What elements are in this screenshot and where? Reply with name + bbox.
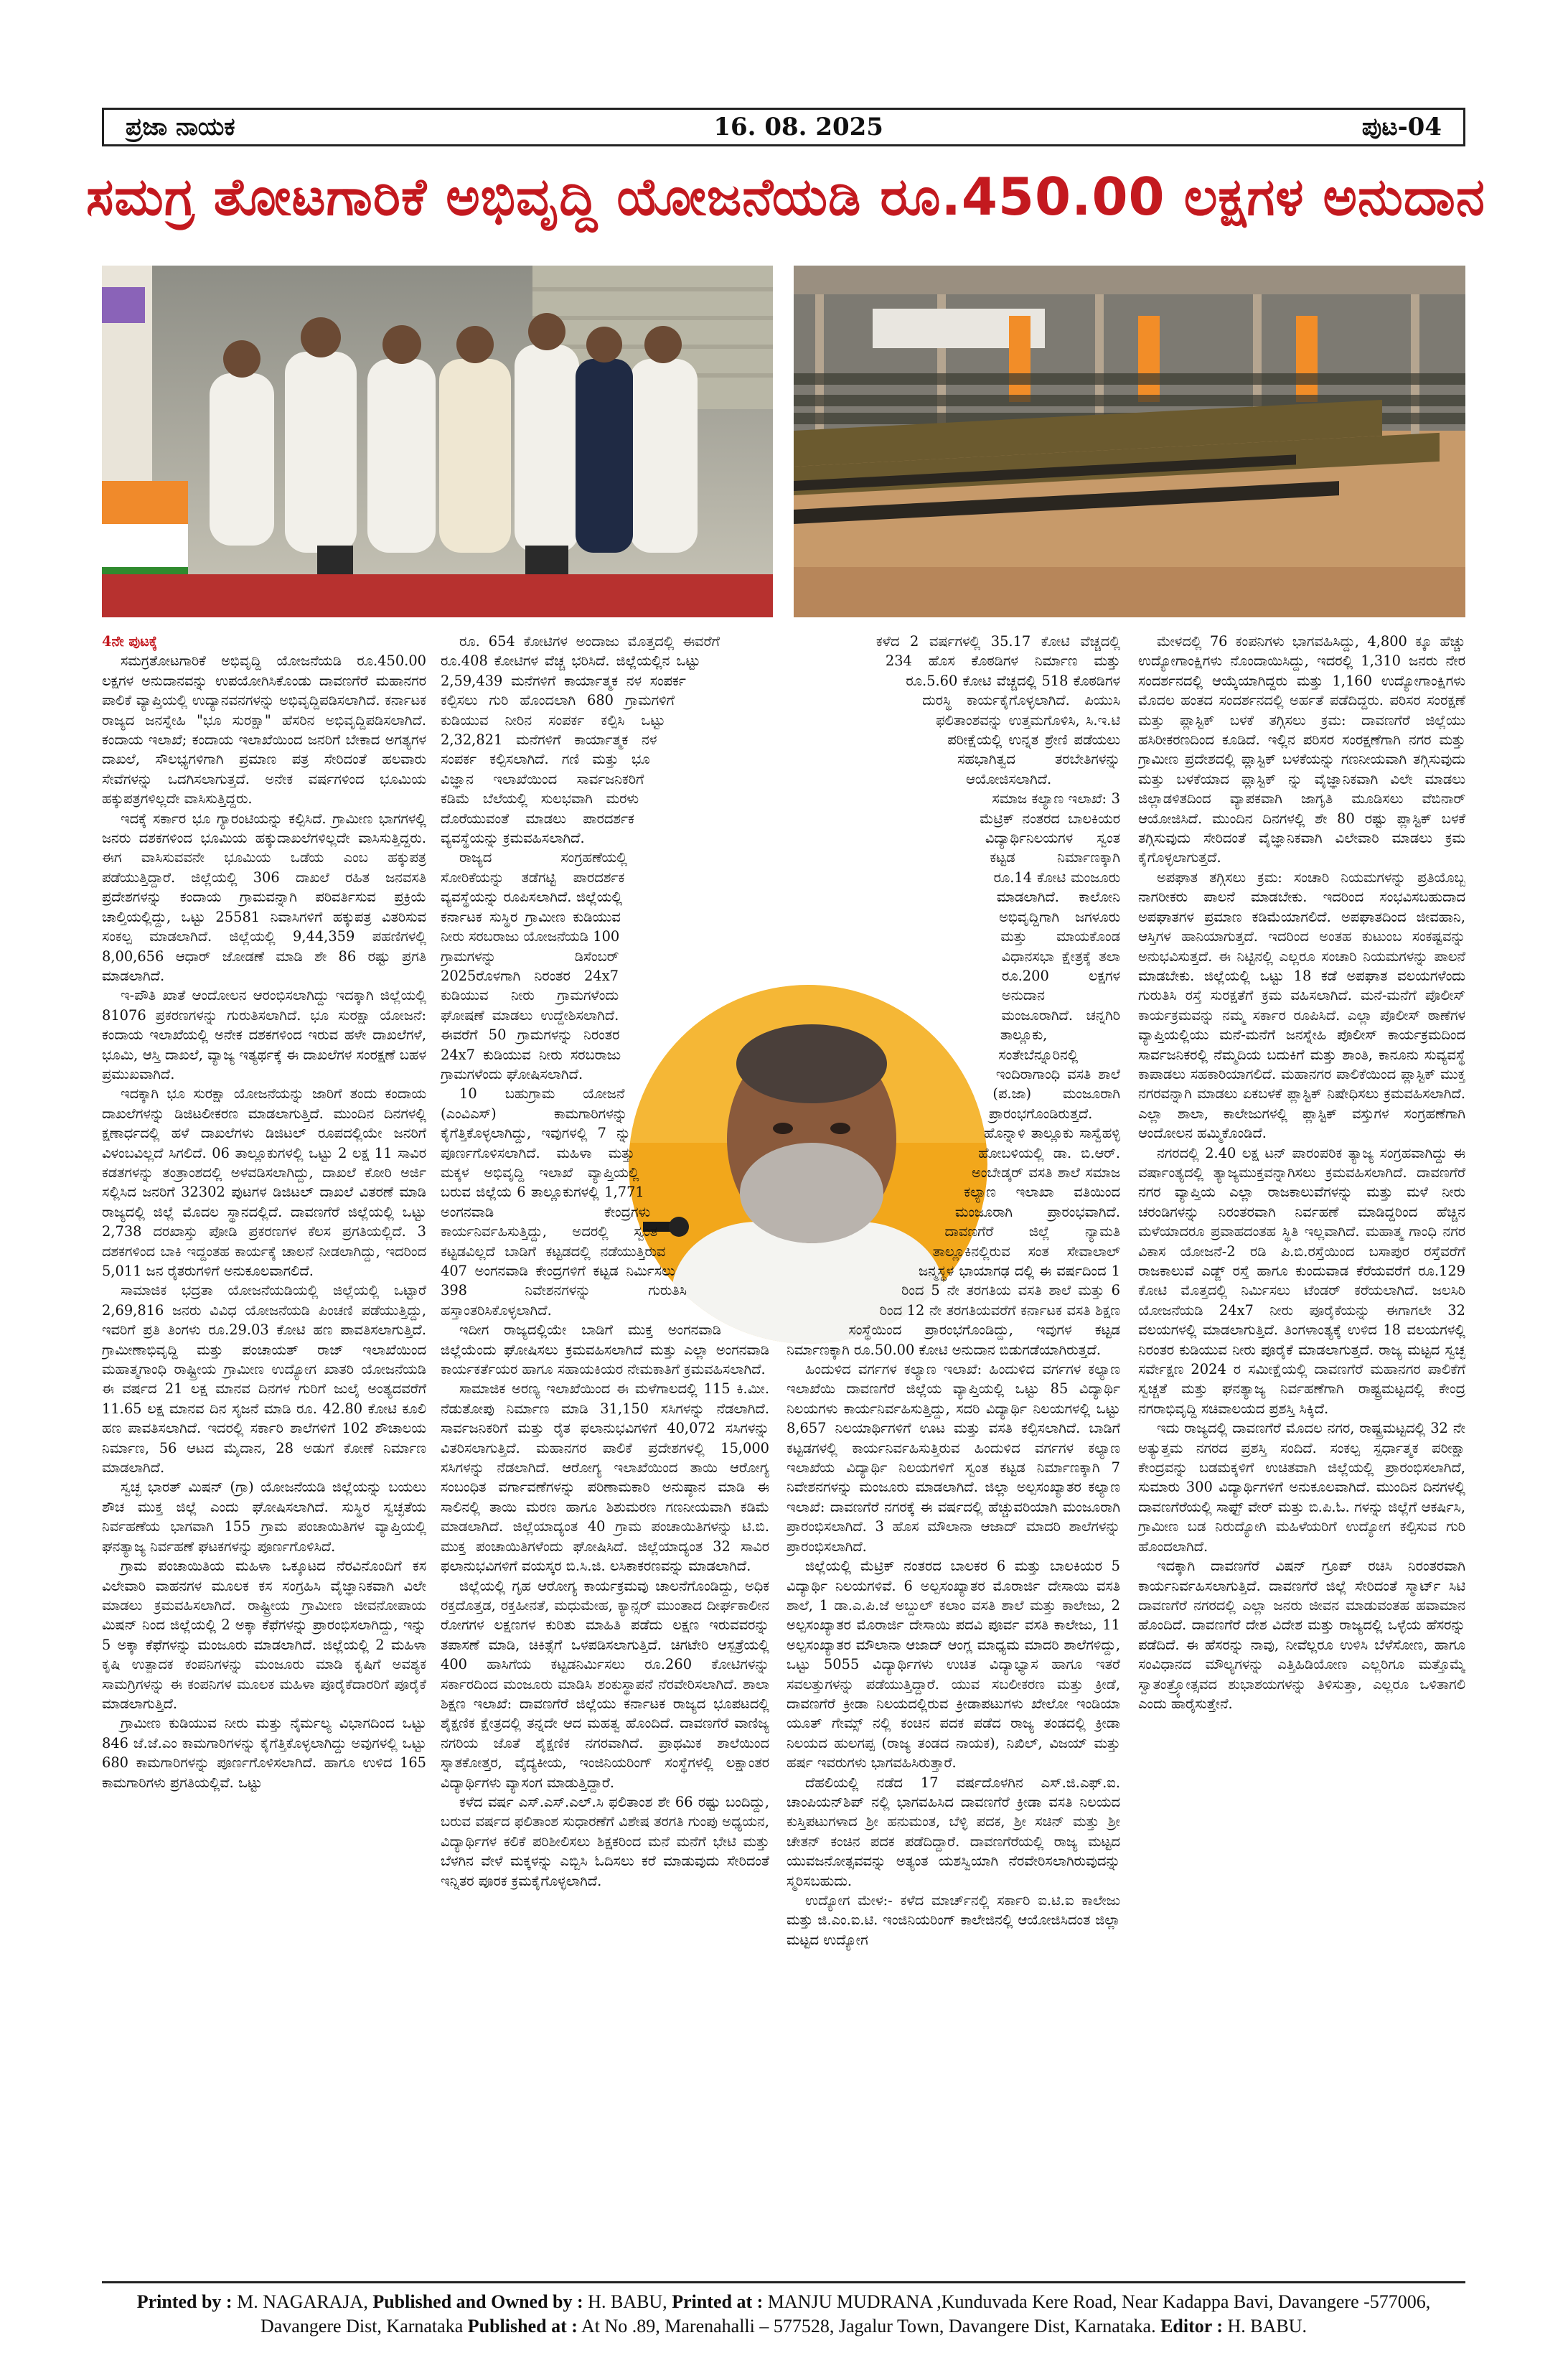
- page-number: ಪುಟ-04: [1361, 113, 1442, 141]
- paragraph: ಕಳೆದ 2 ವರ್ಷಗಳಲ್ಲಿ 35.17 ಕೋಟಿ ವೆಚ್ಚದಲ್ಲಿ 234 ಹೊಸ ಕೊಠಡಿಗಳ ನಿರ್ಮಾಣ ಮತ್ತು ರೂ.5.60 ಕೋಟಿ ವೆಚ್ಚದಲ್ಲಿ 518 ಕೊಠಡಿಗಳ ದುರಸ್ಥಿ ಕಾರ್ಯಕೈಗೊಳ್ಳಲಾಗಿದೆ. ಪಿಯುಸಿ ಫಲಿತಾಂಶವನ್ನು ಉತ್ತಮಗೊಳಿಸಿ, ಸಿ.ಇ.ಟಿ ಪರೀಕ್ಷೆಯಲ್ಲಿ ಉನ್ನತ ಶ್ರೇಣಿ ಪಡೆಯಲು ಸಹಭಾಗಿತ್ವದ ತರಬೇತಿಗಳನ್ನು ಆಯೋಜಿಸಲಾಗಿದೆ.: [875, 633, 1120, 787]
- masthead: [102, 108, 1465, 146]
- printed-at: MANJU MUDRANA ,Kunduvada Kere Road, Near Kadappa Bavi, Davangere -577006, Davangere Dist, Karnataka: [260, 2291, 1431, 2336]
- published-at-label: Published at :: [467, 2316, 578, 2336]
- paragraph: ಜಿಲ್ಲೆಯಲ್ಲಿ ಗೃಹ ಆರೋಗ್ಯ ಕಾರ್ಯಕ್ರಮವು ಚಾಲನೆಗೊಂಡಿದ್ದು, ಅಧಿಕ ರಕ್ತದೊತ್ತಡ, ರಕ್ತಹೀನತೆ, ಮಧುಮೇಹ, ಕ್ಯಾನ್ಸರ್ ಮುಂತಾದ ದೀರ್ಘಕಾಲೀನ ರೋಗಗಳ ಲಕ್ಷಣಗಳ ಕುರಿತು ಮಾಹಿತಿ ಪಡೆದು ಲಕ್ಷಣ ಇರುವವರನ್ನು ತಪಾಸಣೆ ಮಾಡಿ, ಚಿಕಿತ್ಸೆಗೆ ಒಳಪಡಿಸಲಾಗುತ್ತಿದೆ. ಚಿಗಟೇರಿ ಆಸ್ಪತ್ರೆಯಲ್ಲಿ 400 ಹಾಸಿಗೆಯ ಕಟ್ಟಡನಿರ್ಮಿಸಲು ರೂ.260 ಕೋಟಿಗಳನ್ನು ಸರ್ಕಾರದಿಂದ ಮಂಜೂರು ಮಾಡಿಸಿ ಶಂಕುಸ್ಥಾಪನೆ ನೆರವೇರಿಸಲಾಗಿದೆ. ಶಾಲಾ ಶಿಕ್ಷಣ ಇಲಾಖೆ: ದಾವಣಗೆರೆ ಜಿಲ್ಲೆಯು ಕರ್ನಾಟಕ ರಾಜ್ಯದ ಭೂಪಟದಲ್ಲಿ ಶೈಕ್ಷಣಿಕ ಕ್ಷೇತ್ರದಲ್ಲಿ ತನ್ನದೇ ಆದ ಮಹತ್ವ ಹೊಂದಿದೆ. ದಾವಣಗೆರೆ ವಾಣಿಜ್ಯ ನಗರಿಯ ಜೊತೆ ಶೈಕ್ಷಣಿಕ ನಗರವಾಗಿದೆ. ಪ್ರಾಥಮಿಕ ಶಾಲೆಯಿಂದ ಸ್ನಾತಕೋತ್ತರ, ವೈದ್ಯಕೀಯ, ಇಂಜಿನಿಯರಿಂಗ್ ಸಂಸ್ಥೆಗಳಲ್ಲಿ ಲಕ್ಷಾಂತರ ವಿದ್ಯಾರ್ಥಿಗಳು ವ್ಯಾಸಂಗ ಮಾಡುತ್ತಿದ್ದಾರೆ.: [441, 1577, 769, 1791]
- editor-label: Editor :: [1160, 2316, 1223, 2336]
- paragraph: ಸಾಮಾಜಿಕ ಅರಣ್ಯ ಇಲಾಖೆಯಿಂದ ಈ ಮಳೆಗಾಲದಲ್ಲಿ 115 ಕಿ.ಮೀ. ನೆಡುತೋಪು ನಿರ್ಮಾಣ ಮಾಡಿ 31,150 ಸಸಿಗಳನ್ನು ನೆಡಲಾಗಿದೆ. ಸಾರ್ವಜನಿಕರಿಗೆ ಮತ್ತು ರೈತ ಫಲಾನುಭವಿಗಳಿಗೆ 40,072 ಸಸಿಗಳನ್ನು ವಿತರಿಸಲಾಗುತ್ತಿದೆ. ಮಹಾನಗರ ಪಾಲಿಕೆ ಪ್ರದೇಶಗಳಲ್ಲಿ 15,000 ಸಸಿಗಳನ್ನು ನೆಡಲಾಗಿದೆ. ಆರೋಗ್ಯ ಇಲಾಖೆಯಿಂದ ತಾಯಿ ಆರೋಗ್ಯ ಸಂಬಂಧಿತ ವರ್ಗಾವಣೆಗಳನ್ನು ಪರಿಣಾಮಕಾರಿ ಅನುಷ್ಠಾನ ಮಾಡಿ ಈ ಸಾಲಿನಲ್ಲಿ ತಾಯಿ ಮರಣ ಹಾಗೂ ಶಿಶುಮರಣ ಗಣನೀಯವಾಗಿ ಕಡಿಮೆ ಮಾಡಲಾಗಿದೆ. ಜಿಲ್ಲೆಯಾದ್ಯಂತ 40 ಗ್ರಾಮ ಪಂಚಾಯಿತಿಗಳನ್ನು ಟಿ.ಬಿ. ಮುಕ್ತ ಪಂಚಾಯಿತಿಗಳೆಂದು ಘೋಷಿಸಿದೆ. ಜಿಲ್ಲೆಯಾದ್ಯಂತ 32 ಸಾವಿರ ಫಲಾನುಭವಿಗಳಿಗೆ ವಯಸ್ಕರ ಬಿ.ಸಿ.ಜಿ. ಲಸಿಕಾಕರಣವನ್ನು ಮಾಡಲಾಗಿದೆ.: [441, 1380, 769, 1575]
- editor: H. BABU.: [1227, 2316, 1308, 2336]
- paragraph: ನಗರದಲ್ಲಿ 2.40 ಲಕ್ಷ ಟನ್ ಪಾರಂಪರಿಕ ತ್ಯಾಜ್ಯ ಸಂಗ್ರಹವಾಗಿದ್ದು ಈ ವರ್ಷಾಂತ್ಯದಲ್ಲಿ ತ್ಯಾಜ್ಯಮುಕ್ತವನ್ನಾಗಿಸಲು ಕ್ರಮವಹಿಸಲಾಗಿದೆ. ದಾವಣಗೆರೆ ನಗರ ವ್ಯಾಪ್ತಿಯ ಎಲ್ಲಾ ರಾಜಕಾಲುವೆಗಳನ್ನು ಮತ್ತು ಮಳೆ ನೀರು ಚರಂಡಿಗಳನ್ನು ನಿರಂತರವಾಗಿ ನಿರ್ವಹಣೆ ಮಾಡಿದ್ದರಿಂದ ಹೆಚ್ಚಿನ ಮಳೆಯಾದರೂ ಪ್ರವಾಹದಂತಹ ಸ್ಥಿತಿ ಇಲ್ಲವಾಗಿದೆ. ಮಹಾತ್ಮ ಗಾಂಧಿ ನಗರ ವಿಕಾಸ ಯೋಜನೆ-2 ರಡಿ ಪಿ.ಬಿ.ರಸ್ತೆಯಿಂದ ಬಸಾಪುರ ರಸ್ತೆವರೆಗೆ ರಾಜಕಾಲುವೆ ಎಡ್ಜ್ ರಸ್ತೆ ಹಾಗೂ ಕುಂದುವಾಡ ಕೆರೆಯವರೆಗೆ ರೂ.129 ಕೋಟಿ ಮೊತ್ತದಲ್ಲಿ ನಿರ್ಮಿಸಲು ಟೆಂಡರ್ ಕರೆಯಲಾಗಿದೆ. ಜಲಸಿರಿ ಯೋಜನೆಯಡಿ 24x7 ನೀರು ಪೂರೈಕೆಯನ್ನು ಈಗಾಗಲೇ 32 ವಲಯಗಳಲ್ಲಿ ಮಾಡಲಾಗುತ್ತಿದೆ. ತಿಂಗಳಾಂತ್ಯಕ್ಕೆ ಉಳಿದ 18 ವಲಯಗಳಲ್ಲಿ ನಿರಂತರ ಕುಡಿಯುವ ನೀರು ಪೂರೈಕೆ ಮಾಡಲಾಗುತ್ತದೆ. ರಾಜ್ಯ ಮಟ್ಟದ ಸ್ವಚ್ಛ ಸರ್ವೇಕ್ಷಣ 2024 ರ ಸಮೀಕ್ಷೆಯಲ್ಲಿ ದಾವಣಗೆರೆ ಮಹಾನಗರ ಪಾಲಿಕೆಗೆ ಸ್ವಚ್ಚತೆ ಮತ್ತು ಘನತ್ಯಾಜ್ಯ ನಿರ್ವಹಣೆಗಾಗಿ ರಾಷ್ಟ್ರಮಟ್ಟದಲ್ಲಿ ಕೇಂದ್ರ ನಗರಾಭಿವೃದ್ದಿ ಸಚಿವಾಲಯದ ಪ್ರಶಸ್ತಿ ಸಿಕ್ಕಿದೆ.: [1138, 1144, 1465, 1417]
- published-owned-label: Published and Owned by :: [372, 2291, 583, 2312]
- headline: ಸಮಗ್ರ ತೋಟಗಾರಿಕೆ ಅಭಿವೃದ್ದಿ ಯೋಜನೆಯಡಿ ರೂ.450.00 ಲಕ್ಷಗಳ ಅನುದಾನ: [86, 167, 1485, 227]
- paragraph: ಗ್ರಾಮ ಪಂಚಾಯಿತಿಯ ಮಹಿಳಾ ಒಕ್ಕೂಟದ ನೆರವಿನೊಂದಿಗೆ ಕಸ ವಿಲೇವಾರಿ ವಾಹನಗಳ ಮೂಲಕ ಕಸ ಸಂಗ್ರಹಿಸಿ ವೈಜ್ಞಾನಿಕವಾಗಿ ವಿಲೇ ಮಾಡಲು ಕ್ರಮವಹಿಸಲಾಗಿದೆ. ರಾಷ್ಟ್ರೀಯ ಗ್ರಾಮೀಣ ಜೀವನೋಪಾಯ ಮಿಷನ್ ನಿಂದ ಜಿಲ್ಲೆಯಲ್ಲಿ 2 ಅಕ್ಕಾ ಕೆಫೆಗಳನ್ನು ಪ್ರಾರಂಭಿಸಲಾಗಿದ್ದು, ಇನ್ನು 5 ಅಕ್ಕಾ ಕೆಫೆಗಳನ್ನು ಮಂಜೂರು ಮಾಡಲಾಗಿದೆ. ಜಿಲ್ಲೆಯಲ್ಲಿ 2 ಮಹಿಳಾ ಕೃಷಿ ಉತ್ಪಾದಕ ಕಂಪನಿಗಳನ್ನು ಮಂಜೂರು ಮಾಡಿ ಕೃಷಿಗೆ ಅವಶ್ಯಕ ಸಾಮಗ್ರಿಗಳನ್ನು ಈ ಕಂಪನಿಗಳ ಮೂಲಕ ಮಹಿಳಾ ಪೂರೈಕೆದಾರರಿಗೆ ಪೂರೈಕೆ ಮಾಡಲಾಗುತ್ತಿದೆ.: [102, 1558, 426, 1712]
- paragraph: ಇದಕ್ಕಾಗಿ ಭೂ ಸುರಕ್ಷಾ ಯೋಜನೆಯನ್ನು ಜಾರಿಗೆ ತಂದು ಕಂದಾಯ ದಾಖಲೆಗಳನ್ನು ಡಿಜಿಟಲೀಕರಣ ಮಾಡಲಾಗುತ್ತಿದೆ. ಮುಂದಿನ ದಿನಗಳಲ್ಲಿ ಕ್ಷಣಾರ್ಧದಲ್ಲಿ ಹಳೆ ದಾಖಲೆಗಳು ಡಿಜಿಟಲ್ ರೂಪದಲ್ಲಿಯೇ ಜನರಿಗೆ ವಿಳಂಬವಿಲ್ಲದೆ ಸಿಗಲಿದೆ. 06 ತಾಲ್ಲೂಕುಗಳಲ್ಲಿ ಒಟ್ಟು 2 ಲಕ್ಷ 11 ಸಾವಿರ ಕಡತಗಳನ್ನು ತಂತ್ರಾಂಶದಲ್ಲಿ ಅಳವಡಿಸಲಾಗಿದ್ದು, ದಾಖಲೆ ಕೋರಿ ಅರ್ಜಿ ಸಲ್ಲಿಸಿದ ಜನರಿಗೆ 32302 ಪುಟಗಳ ಡಿಜಿಟಲ್ ದಾಖಲೆ ವಿತರಣೆ ಮಾಡಿ ರಾಜ್ಯದಲ್ಲಿ ಜಿಲ್ಲೆ ಮೊದಲ ಸ್ಥಾನದಲ್ಲಿದೆ. ದಾವಣಗೆರೆ ಜಿಲ್ಲೆಯಲ್ಲಿ ಒಟ್ಟು 2,738 ದರಖಾಸ್ತು ಪೋಡಿ ಪ್ರಕರಣಗಳ ಕೆಲಸ ಪ್ರಗತಿಯಲ್ಲಿದೆ. 3 ದಶಕಗಳಿಂದ ಬಾಕಿ ಇದ್ದಂತಹ ಕಾರ್ಯಕ್ಕೆ ಚಾಲನೆ ನೀಡಲಾಗಿದ್ದು, ಇದರಿಂದ 5,011 ಜನ ರೈತರುಗಳಿಗೆ ಅನುಕೂಲವಾಗಲಿದೆ.: [102, 1085, 426, 1279]
- printed-by-label: Printed by :: [136, 2291, 233, 2312]
- paragraph: ಉದ್ಯೋಗ ಮೇಳ:- ಕಳೆದ ಮಾರ್ಚ್‌ನಲ್ಲಿ ಸರ್ಕಾರಿ ಐ.ಟಿ.ಐ ಕಾಲೇಜು ಮತ್ತು ಜಿ.ಎಂ.ಐ.ಟಿ. ಇಂಜಿನಿಯರಿಂಗ್ ಕಾಲೇಜಿನಲ್ಲಿ ಆಯೋಜಿಸಿದಂತ ಜಿಲ್ಲಾ ಮಟ್ಟದ ಉದ್ಯೋಗ: [787, 1892, 1120, 1948]
- paragraph: ಇದಕ್ಕೆ ಸರ್ಕಾರ ಭೂ ಗ್ಯಾರಂಟಿಯನ್ನು ಕಲ್ಪಿಸಿದೆ. ಗ್ರಾಮೀಣ ಭಾಗಗಳಲ್ಲಿ ಜನರು ದಶಕಗಳಿಂದ ಭೂಮಿಯ ಹಕ್ಕುದಾಖಲೆಗಳಿಲ್ಲದೇ ವಾಸಿಸುತ್ತಿದ್ದರು. ಈಗ ವಾಸಿಸುವವನೇ ಭೂಮಿಯ ಒಡೆಯ ಎಂಬ ಹಕ್ಕುಪತ್ರ ಪಡೆಯುತ್ತಿದ್ದಾರೆ. ಜಿಲ್ಲೆಯಲ್ಲಿ 306 ದಾಖಲೆ ರಹಿತ ಜನವಸತಿ ಪ್ರದೇಶಗಳನ್ನು ಕಂದಾಯ ಗ್ರಾಮವನ್ನಾಗಿ ಪರಿವರ್ತಿಸುವ ಪ್ರಕ್ರಿಯೆ ಚಾಲ್ತಿಯಲ್ಲಿದ್ದು, ಒಟ್ಟು 25581 ನಿವಾಸಿಗಳಿಗೆ ಹಕ್ಕುಪತ್ರ ವಿತರಿಸುವ ಸಂಕಲ್ಪ ಮಾಡಲಾಗಿದೆ. ಜಿಲ್ಲೆಯಲ್ಲಿ 9,44,359 ಪಹಣಿಗಳಲ್ಲಿ 8,00,656 ಆಧಾರ್ ಜೋಡಣೆ ಮಾಡಿ ಶೇ 86 ರಷ್ಟು ಪ್ರಗತಿ ಮಾಡಲಾಗಿದೆ.: [102, 810, 426, 984]
- paragraph: ಮೇಳದಲ್ಲಿ 76 ಕಂಪನಿಗಳು ಭಾಗವಹಿಸಿದ್ದು, 4,800 ಕ್ಕೂ ಹೆಚ್ಚು ಉದ್ಯೋಗಾಂಕ್ಷಿಗಳು ನೊಂದಾಯಿಸಿದ್ದು, ಇದರಲ್ಲಿ 1,310 ಜನರು ನೇರ ಸಂದರ್ಶನದಲ್ಲಿ ಆಯ್ಕೆಯಾಗಿದ್ದರು ಮತ್ತು 1,160 ಉದ್ಯೋಗಾಂಕ್ಷಿಗಳು ಮೊದಲ ಹಂತದ ಸಂದರ್ಶನದಲ್ಲಿ ಅರ್ಹತೆ ಪಡೆದಿದ್ದರು. ಪರಿಸರ ಸಂರಕ್ಷಣೆ ಮತ್ತು ಪ್ಲಾಸ್ಟಿಕ್ ಬಳಕೆ ತಗ್ಗಿಸಲು ಕ್ರಮ: ದಾವಣಗೆರೆ ಜಿಲ್ಲೆಯು ಹಸಿರೀಕರಣದಿಂದ ಕೂಡಿದೆ. ಇಲ್ಲಿನ ಪರಿಸರ ಸಂರಕ್ಷಣೆಗಾಗಿ ನಗರ ಮತ್ತು ಗ್ರಾಮೀಣ ಪ್ರದೇಶದಲ್ಲಿ ಪ್ಲಾಸ್ಟಿಕ್ ಬಳಕೆಯನ್ನು ಗಣನೀಯವಾಗಿ ತಗ್ಗಿಸುವುದು ಮತ್ತು ಬಳಕೆಯಾದ ಪ್ಲಾಸ್ಟಿಕ್ ನ್ನು ವೈಜ್ಞಾನಿಕವಾಗಿ ವಿಲೇ ಮಾಡಲು ಜಿಲ್ಲಾಡಳಿತದಿಂದ ವ್ಯಾಪಕವಾಗಿ ಜಾಗೃತಿ ಮೂಡಿಸಲು ವೆಬಿನಾರ್ ಆಯೋಜಿಸಿದೆ. ಮುಂದಿನ ದಿನಗಳಲ್ಲಿ ಶೇ 80 ರಷ್ಟು ಪ್ಲಾಸ್ಟಿಕ್ ಬಳಕೆ ತಗ್ಗಿಸುವುದು ಸೇರಿದಂತೆ ವೈಜ್ಞಾನಿಕವಾಗಿ ವಿಲೇವಾರಿ ಮಾಡಲು ಕ್ರಮ ಕೈಗೊಳ್ಳಲಾಗುತ್ತದೆ.: [1138, 633, 1465, 866]
- dignitaries-photo: [102, 266, 773, 617]
- issue-date: 16. 08. 2025: [713, 113, 883, 141]
- paragraph: ರೂ. 654 ಕೋಟಿಗಳ ಅಂದಾಜು ಮೊತ್ತದಲ್ಲಿ ಈವರೆಗೆ ರೂ.408 ಕೋಟಿಗಳ ವೆಚ್ಚ ಭರಿಸಿದೆ. ಜಿಲ್ಲೆಯಲ್ಲಿನ ಒಟ್ಟು 2,59,439 ಮನೆಗಳಿಗೆ ಕಾರ್ಯಾತ್ಮಕ ನಳ ಸಂಪರ್ಕ ಕಲ್ಪಿಸಲು ಗುರಿ ಹೊಂದಲಾಗಿ 680 ಗ್ರಾಮಗಳಿಗೆ ಕುಡಿಯುವ ನೀರಿನ ಸಂಪರ್ಕ ಕಲ್ಪಿಸಿ ಒಟ್ಟು 2,32,821 ಮನೆಗಳಿಗೆ ಕಾರ್ಯಾತ್ಮಕ ನಳ ಸಂಪರ್ಕ ಕಲ್ಪಿಸಲಾಗಿದೆ. ಗಣಿ ಮತ್ತು ಭೂ ವಿಜ್ಞಾನ ಇಲಾಖೆಯಿಂದ ಸಾರ್ವಜನಿಕರಿಗೆ ಕಡಿಮೆ ಬೆಲೆಯಲ್ಲಿ ಸುಲಭವಾಗಿ ಮರಳು ದೊರೆಯುವಂತೆ ಮಾಡಲು ಪಾರದರ್ಶಕ ವ್ಯವಸ್ಥೆಯನ್ನು ಕ್ರಮವಹಿಸಲಾಗಿದೆ.: [441, 633, 720, 847]
- paragraph: ರಾಜ್ಯದ ಸಂಗ್ರಹಣೆಯಲ್ಲಿ ಸೋರಿಕೆಯನ್ನು ತಡೆಗಟ್ಟಿ ಪಾರದರ್ಶಕ ವ್ಯವಸ್ಥೆಯನ್ನು ರೂಪಿಸಲಾಗಿದೆ. ಜಿಲ್ಲೆಯಲ್ಲಿ ಕರ್ನಾಟಕ ಸುಸ್ಥಿರ ಗ್ರಾಮೀಣ ಕುಡಿಯುವ ನೀರು ಸರಬರಾಜು ಯೋಜನೆಯಡಿ 100 ಗ್ರಾಮಗಳನ್ನು ಡಿಸೆಂಬರ್ 2025ರೊಳಗಾಗಿ ನಿರಂತರ 24x7 ಕುಡಿಯುವ ನೀರು ಗ್ರಾಮಗಳೆಂದು ಘೋಷಣೆ ಮಾಡಲು ಉದ್ದೇಶಿಸಲಾಗಿದೆ. ಈವರೆಗೆ 50 ಗ್ರಾಮಗಳನ್ನು ನಿರಂತರ 24x7 ಕುಡಿಯುವ ನೀರು ಸರಬರಾಜು ಗ್ರಾಮಗಳೆಂದು ಘೋಷಿಸಲಾಗಿದೆ.: [441, 849, 627, 1082]
- footer-rule: [102, 2281, 1465, 2283]
- article-column-4: [1138, 632, 1465, 2275]
- paragraph: ಗ್ರಾಮೀಣ ಕುಡಿಯುವ ನೀರು ಮತ್ತು ನೈರ್ಮಲ್ಯ ವಿಭಾಗದಿಂದ ಒಟ್ಟು 846 ಜೆ.ಜೆ.ಎಂ ಕಾಮಗಾರಿಗಳನ್ನು ಕೈಗೆತ್ತಿಕೊಳ್ಳಲಾಗಿದ್ದು ಅವುಗಳಲ್ಲಿ ಒಟ್ಟು 680 ಕಾಮಗಾರಿಗಳನ್ನು ಪೂರ್ಣಗೊಳಿಸಲಾಗಿದೆ. ಹಾಗೂ ಉಳಿದ 165 ಕಾಮಗಾರಿಗಳು ಪ್ರಗತಿಯಲ್ಲಿವೆ. ಒಟ್ಟು: [102, 1715, 426, 1791]
- paragraph: ಸಮಾಜ ಕಲ್ಯಾಣ ಇಲಾಖೆ: 3 ಮೆಟ್ರಿಕ್ ನಂತರದ ಬಾಲಕಿಯರ ವಿದ್ಯಾರ್ಥಿನಿಲಯಗಳ ಸ್ವಂತ ಕಟ್ಟಡ ನಿರ್ಮಾಣಕ್ಕಾಗಿ ರೂ.14 ಕೋಟಿ ಮಂಜೂರು ಮಾಡಲಾಗಿದೆ. ಕಾಲೋನಿ ಅಭಿವೃದ್ದಿಗಾಗಿ ಜಗಳೂರು ಮತ್ತು ಮಾಯಕೊಂಡ ವಿಧಾನಸಭಾ ಕ್ಷೇತ್ರಕ್ಕೆ ತಲಾ ರೂ.200 ಲಕ್ಷಗಳ ಅನುದಾನ ಮಂಜೂರಾಗಿದೆ. ಚನ್ನಗಿರಿ ತಾಲ್ಲೂಕು, ಸಂತೇಬೆನ್ನೂರಿನಲ್ಲಿ ಇಂದಿರಾಗಾಂಧಿ ವಸತಿ ಶಾಲೆ (ಪ.ಜಾ) ಮಂಜೂರಾಗಿ ಪ್ರಾರಂಭಗೊಂಡಿರುತ್ತದೆ. ಹೊನ್ನಾಳಿ ತಾಲ್ಲೂಕು ಸಾಸ್ವೆಹಳ್ಳಿ ಹೋಬಳಿಯಲ್ಲಿ ಡಾ. ಬಿ.ಆರ್. ಅಂಬೇಡ್ಕರ್ ವಸತಿ ಶಾಲೆ ಸಮಾಜ ಕಲ್ಯಾಣ ಇಲಾಖಾ ವತಿಯಿಂದ ಮಂಜೂರಾಗಿ ಪ್ರಾರಂಭವಾಗಿದೆ. ದಾವಣಗೆರೆ ಜಿಲ್ಲೆ ನ್ಯಾಮತಿ ತಾಲ್ಲೂಕಿನಲ್ಲಿರುವ ಸಂತ ಸೇವಾಲಾಲ್ ಜನ್ಮಸ್ಥಳ ಭಾಯಾಗಢ ದಲ್ಲಿ ಈ ವರ್ಷದಿಂದ 1 ರಿಂದ 5 ನೇ ತರಗತಿಯ ವಸತಿ ಶಾಲೆ ಮತ್ತು 6 ರಿಂದ 12 ನೇ ತರಗತಿಯವರೆಗೆ ಕರ್ನಾಟಕ ವಸತಿ ಶಿಕ್ಷಣ ಸಂಸ್ಥೆಯಿಂದ ಪ್ರಾರಂಭಗೊಂಡಿದ್ದು, ಇವುಗಳ ಕಟ್ಟಡ ನಿರ್ಮಾಣಕ್ಕಾಗಿ ರೂ.50.00 ಕೋಟಿ ಅನುದಾನ ಬಿಡುಗಡೆಯಾಗಿರುತ್ತದೆ.: [787, 790, 1120, 1358]
- paragraph: ಸಮಗ್ರತೋಟಗಾರಿಕೆ ಅಭಿವೃದ್ದಿ ಯೋಜನೆಯಡಿ ರೂ.450.00 ಲಕ್ಷಗಳ ಅನುದಾನವನ್ನು ಉಪಯೋಗಿಸಿಕೊಂಡು ದಾವಣಗೆರೆ ಮಹಾನಗರ ಪಾಲಿಕೆ ವ್ಯಾಪ್ತಿಯಲ್ಲಿ ಉದ್ಯಾನವನಗಳನ್ನು ಅಭಿವೃದ್ದಿಪಡಿಸಲಾಗಿದೆ. ಕರ್ನಾಟಕ ರಾಜ್ಯದ ಜನಸ್ನೇಹಿ "ಭೂ ಸುರಕ್ಷಾ" ಹೆಸರಿನ ಅಭಿವೃದ್ದಿಪಡಿಸಲಾಗಿದೆ. ಕಂದಾಯ ಇಲಾಖೆ; ಕಂದಾಯ ಇಲಾಖೆಯಿಂದ ಜನರಿಗೆ ಬೇಕಾದ ಅಗತ್ಯಗಳ ದಾಖಲೆ, ಸೌಲಭ್ಯಗಳಿಗಾಗಿ ಪ್ರಮಾಣ ಪತ್ರ ಸೇರಿದಂತೆ ಹಲವಾರು ಸೇವೆಗಳನ್ನು ಒದಗಿಸಲಾಗುತ್ತದೆ. ಅನೇಕ ವರ್ಷಗಳಿಂದ ಭೂಮಿಯ ಹಕ್ಕುಪತ್ರಗಳಿಲ್ಲದೇ ವಾಸಿಸುತ್ತಿದ್ದರು.: [102, 652, 426, 808]
- page-reference: 4ನೇ ಪುಟಕ್ಕೆ: [102, 633, 158, 650]
- paragraph: ಇದೀಗ ರಾಜ್ಯದಲ್ಲಿಯೇ ಬಾಡಿಗೆ ಮುಕ್ತ ಅಂಗನವಾಡಿ ಜಿಲ್ಲೆಯೆಂದು ಘೋಷಿಸಲು ಕ್ರಮವಹಿಸಲಾಗಿದೆ ಮತ್ತು ಎಲ್ಲಾ ಅಂಗನವಾಡಿ ಕಾರ್ಯಕರ್ತೆಯರ ಹಾಗೂ ಸಹಾಯಕಿಯರ ನೇಮಕಾತಿಗೆ ಕ್ರಮವಹಿಸಲಾಗಿದೆ.: [441, 1321, 769, 1378]
- article-column-1: [102, 632, 426, 2275]
- printed-by: M. NAGARAJA,: [237, 2291, 368, 2312]
- paragraph: ಹಿಂದುಳಿದ ವರ್ಗಗಳ ಕಲ್ಯಾಣ ಇಲಾಖೆ: ಹಿಂದುಳಿದ ವರ್ಗಗಳ ಕಲ್ಯಾಣ ಇಲಾಖೆಯಿ ದಾವಣಗೆರೆ ಜಿಲ್ಲೆಯ ವ್ಯಾಪ್ತಿಯಲ್ಲಿ ಒಟ್ಟು 85 ವಿದ್ಯಾರ್ಥಿ ನಿಲಯಗಳು ಕಾರ್ಯನಿರ್ವಹಿಸುತ್ತಿದ್ದು, ಸದರಿ ವಿದ್ಯಾರ್ಥಿ ನಿಲಯಗಳಲ್ಲಿ ಒಟ್ಟು 8,657 ನಿಲಯಾರ್ಥಿಗಳಿಗೆ ಊಟ ಮತ್ತು ವಸತಿ ಕಲ್ಪಿಸಲಾಗಿದೆ. ಬಾಡಿಗೆ ಕಟ್ಟಡಗಳಲ್ಲಿ ಕಾರ್ಯನಿರ್ವಹಿಸುತ್ತಿರುವ ಹಿಂದುಳಿದ ವರ್ಗಗಳ ಕಲ್ಯಾಣ ಇಲಾಖೆಯ ವಿದ್ಯಾರ್ಥಿ ನಿಲಯಗಳಿಗೆ ಸ್ವಂತ ಕಟ್ಟಡ ನಿರ್ಮಾಣಕ್ಕಾಗಿ 7 ನಿವೇಶನಗಳನ್ನು ಮಂಜೂರು ಮಾಡಲಾಗಿದೆ. ಜಿಲ್ಲಾ ಅಲ್ಪಸಂಖ್ಯಾತರ ಕಲ್ಯಾಣ ಇಲಾಖೆ: ದಾವಣಗೆರೆ ನಗರಕ್ಕೆ ಈ ವರ್ಷದಲ್ಲಿ ಹೆಚ್ಚುವರಿಯಾಗಿ ಮಂಜೂರಾಗಿ ಪ್ರಾರಂಭಿಸಲಾಗಿದೆ. 3 ಹೊಸ ಮೌಲಾನಾ ಆಜಾದ್ ಮಾದರಿ ಶಾಲೆಗಳನ್ನು ಪ್ರಾರಂಭಿಸಲಾಗಿದೆ.: [787, 1361, 1120, 1555]
- imprint-line: [102, 2290, 1465, 2339]
- paragraph: 10 ಬಹುಗ್ರಾಮ ಯೋಜನೆ (ಎಂವಿಎಸ್) ಕಾಮಗಾರಿಗಳನ್ನು ಕೈಗೆತ್ತಿಕೊಳ್ಳಲಾಗಿದ್ದು, ಇವುಗಳಲ್ಲಿ 7 ನ್ನು ಪೂರ್ಣಗೊಳಿಸಲಾಗಿದೆ. ಮಹಿಳಾ ಮತ್ತು ಮಕ್ಕಳ ಅಭಿವೃದ್ದಿ ಇಲಾಖೆ ವ್ಯಾಪ್ತಿಯಲ್ಲಿ ಬರುವ ಜಿಲ್ಲೆಯ 6 ತಾಲ್ಲೂಕುಗಳಲ್ಲಿ 1,771 ಅಂಗನವಾಡಿ ಕೇಂದ್ರಗಳು ಕಾರ್ಯನಿರ್ವಹಿಸುತ್ತಿದ್ದು, ಅದರಲ್ಲಿ ಸ್ವಂತ ಕಟ್ಟಡವಿಲ್ಲದೆ ಬಾಡಿಗೆ ಕಟ್ಟಡದಲ್ಲಿ ನಡೆಯುತ್ತಿರುವ 407 ಅಂಗನವಾಡಿ ಕೇಂದ್ರಗಳಿಗೆ ಕಟ್ಟಡ ನಿರ್ಮಿಸಲು 398 ನಿವೇಶನಗಳನ್ನು ಗುರುತಿಸಿ ಹಸ್ತಾಂತರಿಸಿಕೊಳ್ಳಲಾಗಿದೆ.: [441, 1085, 687, 1319]
- parade-photo: [794, 266, 1465, 617]
- paragraph: ಇದಕ್ಕಾಗಿ ದಾವಣಗೆರೆ ವಿಷನ್ ಗ್ರೂಪ್ ರಚಿಸಿ ನಿರಂತರವಾಗಿ ಕಾರ್ಯನಿರ್ವಹಿಸಲಾಗುತ್ತಿದೆ. ದಾವಣಗೆರೆ ಜಿಲ್ಲೆ ಸೇರಿದಂತೆ ಸ್ಮಾರ್ಟ್ ಸಿಟಿ ದಾವಣಗೆರೆ ನಗರದಲ್ಲಿ ಎಲ್ಲಾ ಜನರು ಜೀವನ ಮಾಡುವಂತಹ ಹವಾಮಾನ ಹೊಂದಿದೆ. ದಾವಣಗೆರೆ ದೇಶ ವಿದೇಶ ಮತ್ತು ರಾಜ್ಯದಲ್ಲಿ ಒಳ್ಳೆಯ ಹೆಸರನ್ನು ಪಡೆದಿದೆ. ಈ ಹೆಸರನ್ನು ನಾವು, ನೀವೆಲ್ಲರೂ ಉಳಿಸಿ ಬೆಳೆಸೋಣ, ಹಾಗೂ ಸಂವಿಧಾನದ ಮೌಲ್ಯಗಳನ್ನು ಎತ್ತಿಹಿಡಿಯೋಣ ಎಲ್ಲರಿಗೂ ಮತ್ತೊಮ್ಮೆ ಸ್ವಾತಂತ್ರ್ಯೋತ್ಸವದ ಶುಭಾಶಯಗಳನ್ನು ತಿಳಿಸುತ್ತಾ, ಎಲ್ಲರೂ ಒಳಿತಾಗಲಿ ಎಂದು ಹಾರೈಸುತ್ತೇನೆ.: [1138, 1558, 1465, 1712]
- paragraph: ಕಳೆದ ವರ್ಷ ಎಸ್.ಎಸ್.ಎಲ್.ಸಿ ಫಲಿತಾಂಶ ಶೇ 66 ರಷ್ಟು ಬಂದಿದ್ದು, ಬರುವ ವರ್ಷದ ಫಲಿತಾಂಶ ಸುಧಾರಣೆಗೆ ವಿಶೇಷ ತರಗತಿ ಗುಂಪು ಅಧ್ಯಯನ, ವಿದ್ಯಾರ್ಥಿಗಳ ಕಲಿಕೆ ಪರಿಶೀಲಿಸಲು ಶಿಕ್ಷಕರಿಂದ ಮನೆ ಮನೆಗೆ ಭೇಟಿ ಮತ್ತು ಬೆಳಗಿನ ವೇಳೆ ಮಕ್ಕಳನ್ನು ಎಬ್ಬಿಸಿ ಓದಿಸಲು ಕರೆ ಮಾಡುವುದು ಸೇರಿದಂತೆ ಇನ್ನಿತರ ಪೂರಕ ಕ್ರಮಕೈಗೊಳ್ಳಲಾಗಿದೆ.: [441, 1793, 769, 1889]
- published-at: At No .89, Marenahalli – 577528, Jagalur Town, Davangere Dist, Karnataka.: [581, 2316, 1156, 2336]
- paragraph: ಜಿಲ್ಲೆಯಲ್ಲಿ ಮೆಟ್ರಿಕ್ ನಂತರದ ಬಾಲಕರ 6 ಮತ್ತು ಬಾಲಕಿಯರ 5 ವಿದ್ಯಾರ್ಥಿ ನಿಲಯಗಳಿವೆ. 6 ಅಲ್ಪಸಂಖ್ಯಾತರ ಮೊರಾರ್ಜಿ ದೇಸಾಯಿ ವಸತಿ ಶಾಲೆ, 1 ಡಾ.ಎ.ಪಿ.ಜೆ ಅಬ್ದುಲ್ ಕಲಾಂ ವಸತಿ ಶಾಲೆ ಮತ್ತು ಕಾಲೇಜು, 2 ಅಲ್ಪಸಂಖ್ಯಾತರ ಮೊರಾರ್ಜಿ ದೇಸಾಯಿ ಪದವಿ ಪೂರ್ವ ವಸತಿ ಕಾಲೇಜು, 11 ಅಲ್ಪಸಂಖ್ಯಾತರ ಮೌಲಾನಾ ಆಜಾದ್ ಆಂಗ್ಲ ಮಾಧ್ಯಮ ಮಾದರಿ ಶಾಲೆಗಳಿದ್ದು, ಒಟ್ಟು 5055 ವಿದ್ಯಾರ್ಥಿಗಳು ಉಚಿತ ವಿದ್ಯಾಭ್ಯಾಸ ಹಾಗೂ ಇತರೆ ಸವಲತ್ತುಗಳನ್ನು ಪಡೆಯುತ್ತಿದ್ದಾರೆ. ಯುವ ಸಬಲೀಕರಣ ಮತ್ತು ಕ್ರೀಡೆ, ದಾವಣಗೆರೆ ಕ್ರೀಡಾ ನಿಲಯದಲ್ಲಿರುವ ಕ್ರೀಡಾಪಟುಗಳು ಖೇಲೋ ಇಂಡಿಯಾ ಯೂತ್ ಗೇಮ್ಸ್ ನಲ್ಲಿ ಕಂಚಿನ ಪದಕ ಪಡೆದ ರಾಜ್ಯ ತಂಡದಲ್ಲಿ ಕ್ರೀಡಾ ನಿಲಯದ ಹುಲಗಪ್ಪ (ರಾಜ್ಯ ತಂಡದ ನಾಯಕ), ನಿಖಿಲ್, ವಿಜಯ್ ಮತ್ತು ಹರ್ಷ ಇವರುಗಳು ಭಾಗವಹಿಸಿರುತ್ತಾರೆ.: [787, 1558, 1120, 1772]
- paragraph: ಇದು ರಾಜ್ಯದಲ್ಲಿ ದಾವಣಗೆರೆ ಮೊದಲ ನಗರ, ರಾಷ್ಟ್ರಮಟ್ಟದಲ್ಲಿ 32 ನೇ ಅತ್ಯುತ್ತಮ ನಗರದ ಪ್ರಶಸ್ತಿ ಸಂದಿದೆ. ಸಂಕಲ್ಪ ಸ್ಪರ್ಧಾತ್ಮಕ ಪರೀಕ್ಷಾ ಕೇಂದ್ರವನ್ನು ಬಡಮಕ್ಕಳಿಗೆ ಉಚಿತವಾಗಿ ಜಿಲ್ಲೆಯಲ್ಲಿ ಪ್ರಾರಂಭಿಸಲಾಗಿದೆ, ಸುಮಾರು 300 ವಿದ್ಯಾರ್ಥಿಗಳಿಗೆ ಅನುಕೂಲವಾಗಿದೆ. ಮುಂದಿನ ದಿನಗಳಲ್ಲಿ ದಾವಣಗೆರೆಯಲ್ಲಿ ಸಾಫ್ಟ್ ವೇರ್ ಮತ್ತು ಬಿ.ಪಿ.ಓ. ಗಳನ್ನು ಜಿಲ್ಲೆಗೆ ಆಕರ್ಷಿಸಿ, ಗ್ರಾಮೀಣ ಬಡ ನಿರುದ್ಯೋಗಿ ಮಹಿಳೆಯರಿಗೆ ಉದ್ಯೋಗ ಕಲ್ಪಿಸುವ ಗುರಿ ಹೊಂದಲಾಗಿದೆ.: [1138, 1420, 1465, 1555]
- paragraph: ಸಾಮಾಜಿಕ ಭದ್ರತಾ ಯೋಜನೆಯಡಿಯಲ್ಲಿ ಜಿಲ್ಲೆಯಲ್ಲಿ ಒಟ್ಟಾರೆ 2,69,816 ಜನರು ವಿವಿಧ ಯೋಜನೆಯಡಿ ಪಿಂಚಣಿ ಪಡೆಯುತ್ತಿದ್ದು, ಇವರಿಗೆ ಪ್ರತಿ ತಿಂಗಳು ರೂ.29.03 ಕೋಟಿ ಹಣ ಪಾವತಿಸಲಾಗುತ್ತಿದೆ. ಗ್ರಾಮೀಣಾಭಿವೃದ್ದಿ ಮತ್ತು ಪಂಚಾಯತ್ ರಾಜ್ ಇಲಾಖೆಯಿಂದ ಮಹಾತ್ಮಗಾಂಧಿ ರಾಷ್ಟ್ರೀಯ ಗ್ರಾಮೀಣ ಉದ್ಯೋಗ ಖಾತರಿ ಯೋಜನೆಯಡಿ ಈ ವರ್ಷದ 21 ಲಕ್ಷ ಮಾನವ ದಿನಗಳ ಗುರಿಗೆ ಜುಲೈ ಅಂತ್ಯದವರೆಗೆ 11.65 ಲಕ್ಷ ಮಾನವ ದಿನ ಸೃಜನೆ ಮಾಡಿ ರೂ. 42.80 ಕೋಟಿ ಕೂಲಿ ಹಣ ಪಾವತಿಸಲಾಗಿದೆ. ಇದರಲ್ಲಿ ಸರ್ಕಾರಿ ಶಾಲೆಗಳಿಗೆ 102 ಶೌಚಾಲಯ ನಿರ್ಮಾಣ, 56 ಆಟದ ಮೈದಾನ, 28 ಅಡುಗೆ ಕೋಣೆ ನಿರ್ಮಾಣ ಮಾಡಲಾಗಿದೆ.: [102, 1282, 426, 1477]
- paragraph: ದೆಹಲಿಯಲ್ಲಿ ನಡೆದ 17 ವರ್ಷದೊಳಗಿನ ಎಸ್.ಜಿ.ಎಫ್.ಐ. ಚಾಂಪಿಯನ್‌ಶಿಪ್ ನಲ್ಲಿ ಭಾಗವಹಿಸಿದ ದಾವಣಗೆರೆ ಕ್ರೀಡಾ ವಸತಿ ನಿಲಯದ ಕುಸ್ತಿಪಟುಗಳಾದ ಶ್ರೀ ಹನುಮಂತ, ಬೆಳ್ಳಿ ಪದಕ, ಶ್ರೀ ಸಚಿನ್ ಮತ್ತು ಶ್ರೀ ಚೇತನ್ ಕಂಚಿನ ಪದಕ ಪಡೆದಿದ್ದಾರೆ. ದಾವಣಗೆರೆಯಲ್ಲಿ ರಾಜ್ಯ ಮಟ್ಟದ ಯುವಜನೋತ್ಸವವನ್ನು ಅತ್ಯಂತ ಯಶಸ್ವಿಯಾಗಿ ನೆರವೇರಿಸಲಾಗಿರುವುದನ್ನು ಸ್ಮರಿಸಬಹುದು.: [787, 1774, 1120, 1889]
- article-column-2: [441, 632, 769, 2275]
- paper-name: ಪ್ರಜಾ ನಾಯಕ: [126, 113, 235, 141]
- paragraph: ಅಪಘಾತ ತಗ್ಗಿಸಲು ಕ್ರಮ: ಸಂಚಾರಿ ನಿಯಮಗಳನ್ನು ಪ್ರತಿಯೊಬ್ಬ ನಾಗರೀಕರು ಪಾಲನೆ ಮಾಡಬೇಕು. ಇದರಿಂದ ಸಂಭವಿಸಬಹುದಾದ ಅಪಘಾತಗಳ ಪ್ರಮಾಣ ಕಡಿಮೆಯಾಗಲಿದೆ. ಅಪಘಾತದಿಂದ ಜೀವಹಾನಿ, ಆಸ್ತಿಗಳ ಹಾನಿಯಾಗುತ್ತದೆ. ಇದರಿಂದ ಅಂತಹ ಕುಟುಂಬ ಸಂಕಷ್ಟವನ್ನು ಅನುಭವಿಸುತ್ತದೆ. ಈ ನಿಟ್ಟಿನಲ್ಲಿ ಎಲ್ಲರೂ ಸಂಚಾರಿ ನಿಯಮಗಳನ್ನು ಪಾಲನೆ ಮಾಡಬೇಕು. ಜಿಲ್ಲೆಯಲ್ಲಿ ಒಟ್ಟು 18 ಕಡೆ ಅಪಘಾತ ವಲಯಗಳೆಂದು ಗುರುತಿಸಿ ರಸ್ತೆ ಸುರಕ್ಷತೆಗೆ ಕ್ರಮ ವಹಿಸಲಾಗಿದೆ. ಮನೆ-ಮನೆಗೆ ಪೊಲೀಸ್ ಕಾರ್ಯಕ್ರಮವನ್ನು ನಮ್ಮ ಸರ್ಕಾರ ರೂಪಿಸಿದೆ. ಎಲ್ಲಾ ಪೊಲೀಸ್ ಠಾಣೆಗಳ ವ್ಯಾಪ್ತಿಯಲ್ಲಿಯು ಮನೆ-ಮನೆಗೆ ಜನಸ್ನೇಹಿ ಪೊಲೀಸ್ ಕಾರ್ಯಕ್ರಮದಿಂದ ಸಾರ್ವಜನಿಕರಲ್ಲಿ ನೆಮ್ಮದಿಯ ಬದುಕಿಗೆ ಮತ್ತು ಶಾಂತಿ, ಕಾನೂನು ಸುವ್ಯವಸ್ಥೆ ಕಾಪಾಡಲು ಸಹಕಾರಿಯಾಗಲಿದೆ. ಮಹಾನಗರ ಪಾಲಿಕೆಯಿಂದ ಪ್ಲಾಸ್ಟಿಕ್ ಮುಕ್ತ ನಗರವನ್ನಾಗಿ ಮಾಡಲು ಏಕಬಳಕೆ ಪ್ಲಾಸ್ಟಿಕ್ ನಿಷೇಧಿಸಲು ಕ್ರಮವಹಿಸಲಾಗಿದೆ. ಎಲ್ಲಾ ಶಾಲಾ, ಕಾಲೇಜುಗಳಲ್ಲಿ ಪ್ಲಾಸ್ಟಿಕ್ ವಸ್ತುಗಳ ಸಂಗ್ರಹಣೆಗಾಗಿ ಆಂದೋಲನ ಹಮ್ಮಿಕೊಂಡಿದೆ.: [1138, 869, 1465, 1142]
- published-owned: H. BABU,: [588, 2291, 667, 2312]
- paragraph: ಸ್ವಚ್ಛ ಭಾರತ್ ಮಿಷನ್ (ಗ್ರಾ) ಯೋಜನೆಯಡಿ ಜಿಲ್ಲೆಯನ್ನು ಬಯಲು ಶೌಚ ಮುಕ್ತ ಜಿಲ್ಲೆ ಎಂದು ಘೋಷಿಸಲಾಗಿದೆ. ಸುಸ್ಥಿರ ಸ್ವಚ್ಛತೆಯ ನಿರ್ವಹಣೆಯ ಭಾಗವಾಗಿ 155 ಗ್ರಾಮ ಪಂಚಾಯಿತಿಗಳ ವ್ಯಾಪ್ತಿಯಲ್ಲಿ ಘನತ್ಯಾಜ್ಯ ನಿರ್ವಹಣೆ ಘಟಕಗಳನ್ನು ಪೂರ್ಣಗೊಳಿಸಿದೆ.: [102, 1479, 426, 1555]
- article-column-3: [787, 632, 1120, 2275]
- paragraph: ಇ-ಪೌತಿ ಖಾತೆ ಆಂದೋಲನ ಆರಂಭಿಸಲಾಗಿದ್ದು ಇದಕ್ಕಾಗಿ ಜಿಲ್ಲೆಯಲ್ಲಿ 81076 ಪ್ರಕರಣಗಳನ್ನು ಗುರುತಿಸಲಾಗಿದೆ. ಭೂ ಸುರಕ್ಷಾ ಯೋಜನೆ: ಕಂದಾಯ ಇಲಾಖೆಯಲ್ಲಿ ಅನೇಕ ದಶಕಗಳಿಂದ ಇರುವ ಹಳೇ ದಾಖಲೆಗಳೆ, ಭೂಮಿ, ಆಸ್ತಿ ದಾಖಲೆ, ವ್ಯಾಜ್ಯ ಇತ್ಯರ್ಥಕ್ಕೆ ಈ ದಾಖಲೆಗಳ ಸಂರಕ್ಷಣೆ ಬಹಳ ಪ್ರಮುಖವಾಗಿದೆ.: [102, 987, 426, 1082]
- printed-at-label: Printed at :: [672, 2291, 764, 2312]
